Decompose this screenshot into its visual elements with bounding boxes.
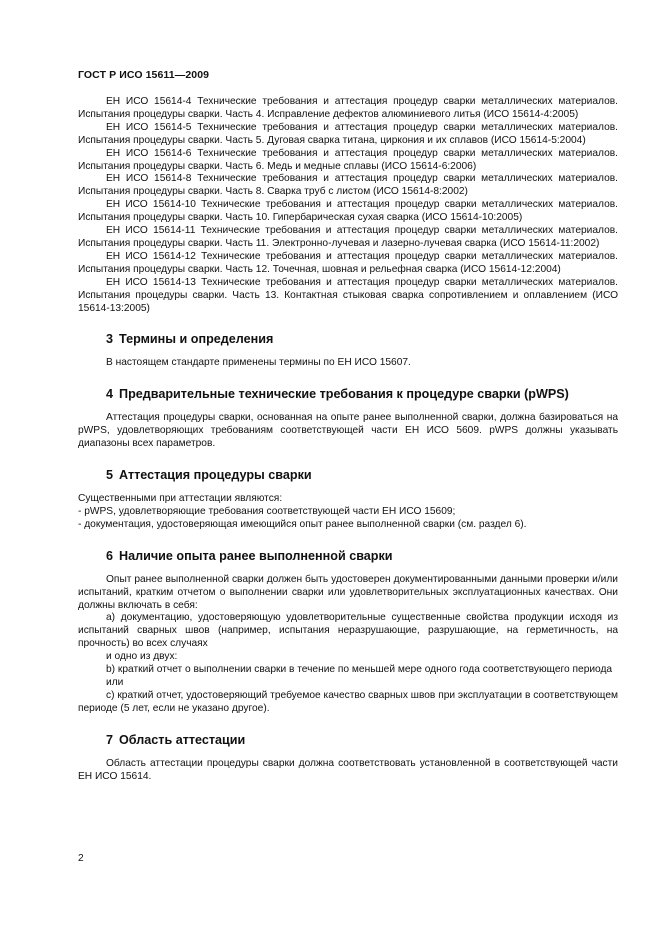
section-title: Термины и определения (119, 332, 274, 347)
list-item-b: b) краткий отчет о выполнении сварки в течение по меньшей мере одного года соответствующего периода (106, 664, 613, 676)
section-number: 3 (106, 332, 114, 347)
section-7-heading (78, 733, 618, 748)
reference-item: ЕН ИСО 15614-12 Технические требования и аттестация процедур сварки металлических материалов. Испытания процедуры сварки. Часть 12. Точечная, шовная и рельефная сварка (ИСО 15614-12:2004) (78, 250, 618, 275)
section-5-text: Существенными при аттестации являются: (78, 493, 283, 505)
reference-item: ЕН ИСО 15614-13 Технические требования и аттестация процедур сварки металлических материалов. Испытания процедуры сварки. Часть 13. Контактная стыковая сварка сопротивлением и оплавлением (ИСО 15614-13:2005) (78, 276, 618, 314)
section-7-text: Область аттестации процедуры сварки должна соответствовать установленной в соответствующей части ЕН ИСО 15614. (78, 757, 618, 782)
section-3-text: В настоящем стандарте применены термины по ЕН ИСО 15607. (106, 357, 411, 369)
connector-text: или (106, 677, 124, 688)
page-number: 2 (78, 853, 84, 864)
list-item: - pWPS, удовлетворяющие требования соответствующей части ЕН ИСО 15609; (78, 505, 456, 517)
section-number: 4 (106, 387, 114, 402)
reference-item: ЕН ИСО 15614-4 Технические требования и аттестация процедур сварки металлических материалов. Испытания процедуры сварки. Часть 4. Исправление дефектов алюминиевого литья (ИСО 15614-4:2005) (78, 96, 618, 120)
reference-item: ЕН ИСО 15614-6 Технические требования и аттестация процедур сварки металлических материалов. Испытания процедуры сварки. Часть 6. Медь и медные сплавы (ИСО 15614-6:2006) (78, 147, 618, 172)
document-body (78, 96, 618, 784)
list-item-a: а) документацию, удостоверяющую удовлетворительные существенные свойства продукции исходя из испытаний сварных швов (например, испытания неразрушающие, разрушающие, на герметичность, на прочность) во всех случаях (78, 612, 618, 650)
section-title: Наличие опыта ранее выполненной сварки (119, 548, 393, 563)
list-item: - документация, удостоверяющая имеющийся опыт ранее выполненной сварки (см. раздел 6). (78, 518, 527, 530)
section-5-heading (78, 468, 618, 483)
section-number: 6 (106, 548, 114, 563)
section-title: Аттестация процедуры сварки (119, 468, 312, 483)
section-6-heading (78, 549, 618, 564)
connector-text: и одно из двух: (106, 651, 178, 663)
section-4-text: Аттестация процедуры сварки, основанная на опыте ранее выполненной сварки, должна базироваться на pWPS, удовлетворяющих требованиям соответствующей части ЕН ИСО 5609. pWPS должны указывать диапазоны всех параметров. (78, 412, 618, 450)
section-title: Область аттестации (119, 732, 246, 747)
reference-item: ЕН ИСО 15614-8 Технические требования и аттестация процедур сварки металлических материалов. Испытания процедуры сварки. Часть 8. Сварка труб с листом (ИСО 15614-8:2002) (78, 173, 618, 198)
section-4-heading (78, 387, 618, 402)
reference-item: ЕН ИСО 15614-11 Технические требования и аттестация процедур сварки металлических материалов. Испытания процедуры сварки. Часть 11. Электронно-лучевая и лазерно-лучевая сварка (ИСО 15614-11:2002) (78, 225, 618, 249)
list-item-c: с) краткий отчет, удостоверяющий требуемое качество сварных швов при эксплуатации в соответствующем периоде (5 лет, если не указано другое). (78, 689, 618, 714)
reference-item: ЕН ИСО 15614-10 Технические требования и аттестация процедур сварки металлических материалов. Испытания процедуры сварки. Часть 10. Гипербарическая сухая сварка (ИСО 15614-10:2005) (78, 199, 618, 224)
document-header: ГОСТ Р ИСО 15611—2009 (78, 69, 210, 81)
section-3-heading (78, 332, 618, 347)
section-6-text: Опыт ранее выполненной сварки должен быть удостоверен документированными данными проверки и/или испытаний, кратким отчетом о выполнении сварки или удовлетворительных эксплуатационных качествах. Они должны включать в себя: (78, 573, 618, 611)
section-number: 7 (106, 732, 114, 747)
section-number: 5 (106, 468, 114, 483)
section-title: Предварительные технические требования к процедуре сварки (pWPS) (119, 387, 569, 402)
reference-item: ЕН ИСО 15614-5 Технические требования и аттестация процедур сварки металлических материалов. Испытания процедуры сварки. Часть 5. Дуговая сварка титана, циркония и их сплавов (ИСО 15614-5:2004) (78, 121, 618, 146)
